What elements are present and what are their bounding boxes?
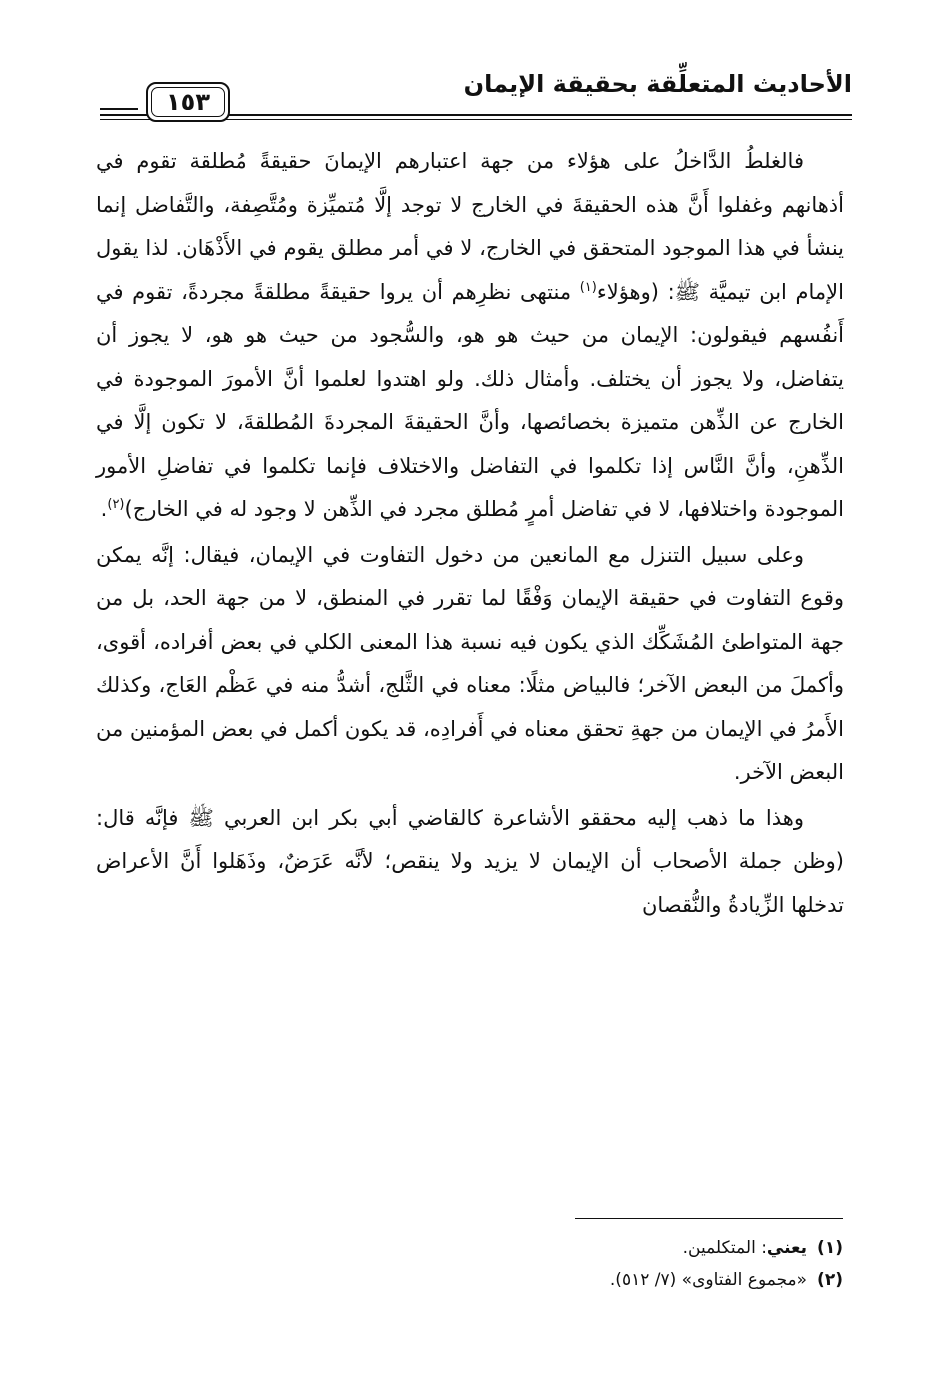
paragraph-1 [96,140,844,532]
quote-text: منتهى نظرِهم أن يروا حقيقةً مطلقةً مجردةً، تقوم في أَنفُسهم فيقولون: الإيمان من حيث هو هو، والسُّجود من حيث هو هو، لا يجوز أن يتفاضل، ولا يجوز أن يختلف. وأمثال ذلك. ولو اهتدوا لعلموا أنَّ الأمورَ الموجودة في الخارج عن الذِّهن متميزة بخصائصها، وأنَّ الحقيقةَ المجردةَ المُطلقةَ، لا تكون إلَّا في الذِّهنِ، وأنَّ النَّاس إذا تكلموا في التفاضل والاختلاف فإنما تكلموا في تفاضلِ الأمور الموجودة واختلافها، لا في تفاضل أمرٍ مُطلق مجرد في الذِّهن لا وجود له في الخارج) [96,279,844,521]
page-number: ١٥٣ [166,88,210,116]
footnote-text: : المتكلمين. [682,1238,767,1258]
footnote-ref-2[interactable]: (٢) [107,497,125,512]
page-number-frame [146,82,230,122]
footnote-separator [575,1218,843,1219]
footnote-2 [95,1264,843,1296]
running-header [100,60,852,128]
quote-end: . [100,497,108,521]
paragraph-2: وعلى سبيل التنزل مع المانعين من دخول التفاوت في الإيمان، فيقال: إنَّه يمكن وقوع التفاوت في حقيقة الإيمان وَفْقًا لما تقرر في المنطق، لا من جهة الحد، بل من جهة المتواطئ المُشَكِّك الذي يكون فيه نسبة هذا المعنى الكلي في بعض أفراده، أقوى، وأكملَ من البعض الآخر؛ فالبياض مثلًا: معناه في الثَّلج، أشدُّ منه في عَظْم العَاج، وكذلك الأَمرُ في الإيمان من جهةِ تحقق معناه في أَفرادِه، قد يكون أكمل في بعض المؤمنين من البعض الآخر. [96,542,844,784]
footnote-number: (٢) [817,1270,843,1290]
footnote-1 [95,1232,843,1264]
paragraph-1-text: فالغلطُ الدَّاخلُ على هؤلاء من جهة اعتبارهم الإيمانَ حقيقةً مُطلقة تقوم في أذهانهم وغفلوا أَنَّ هذه الحقيقةَ في الخارج لا توجد إلَّا مُتميِّزة ومُتَّصِفة، والتَّفاضل إنما ينشأ في هذا الموجود المتحقق في الخارج، لا في أمر مطلق يقوم في الأَذْهَان. لذا يقول الإمام ابن تيميَّة ﷺ: [96,149,844,304]
footnote-text: «مجموع الفتاوى» (٧/ ٥١٢). [609,1270,808,1290]
paragraph-3: وهذا ما ذهب إليه محققو الأشاعرة كالقاضي أبي بكر ابن العربي ﷺ فإنَّه قال: (وظن جملة الأصحاب أن الإيمان لا يزيد ولا ينقص؛ لأنَّه عَرَضٌ، وذَهَلوا أَنَّ الأعراض تدخلها الزِّيادةُ والنُّقصان [96,805,844,917]
footnotes [95,1232,843,1296]
footnote-ref-1[interactable]: (١) [579,279,597,295]
quote-open: (وهؤلاء [596,279,659,304]
chapter-title: الأحاديث المتعلِّقة بحقيقة الإيمان [463,70,852,98]
footnote-number: (١) [817,1238,843,1258]
body-text [96,140,844,929]
footnote-term: يعني [766,1238,808,1258]
